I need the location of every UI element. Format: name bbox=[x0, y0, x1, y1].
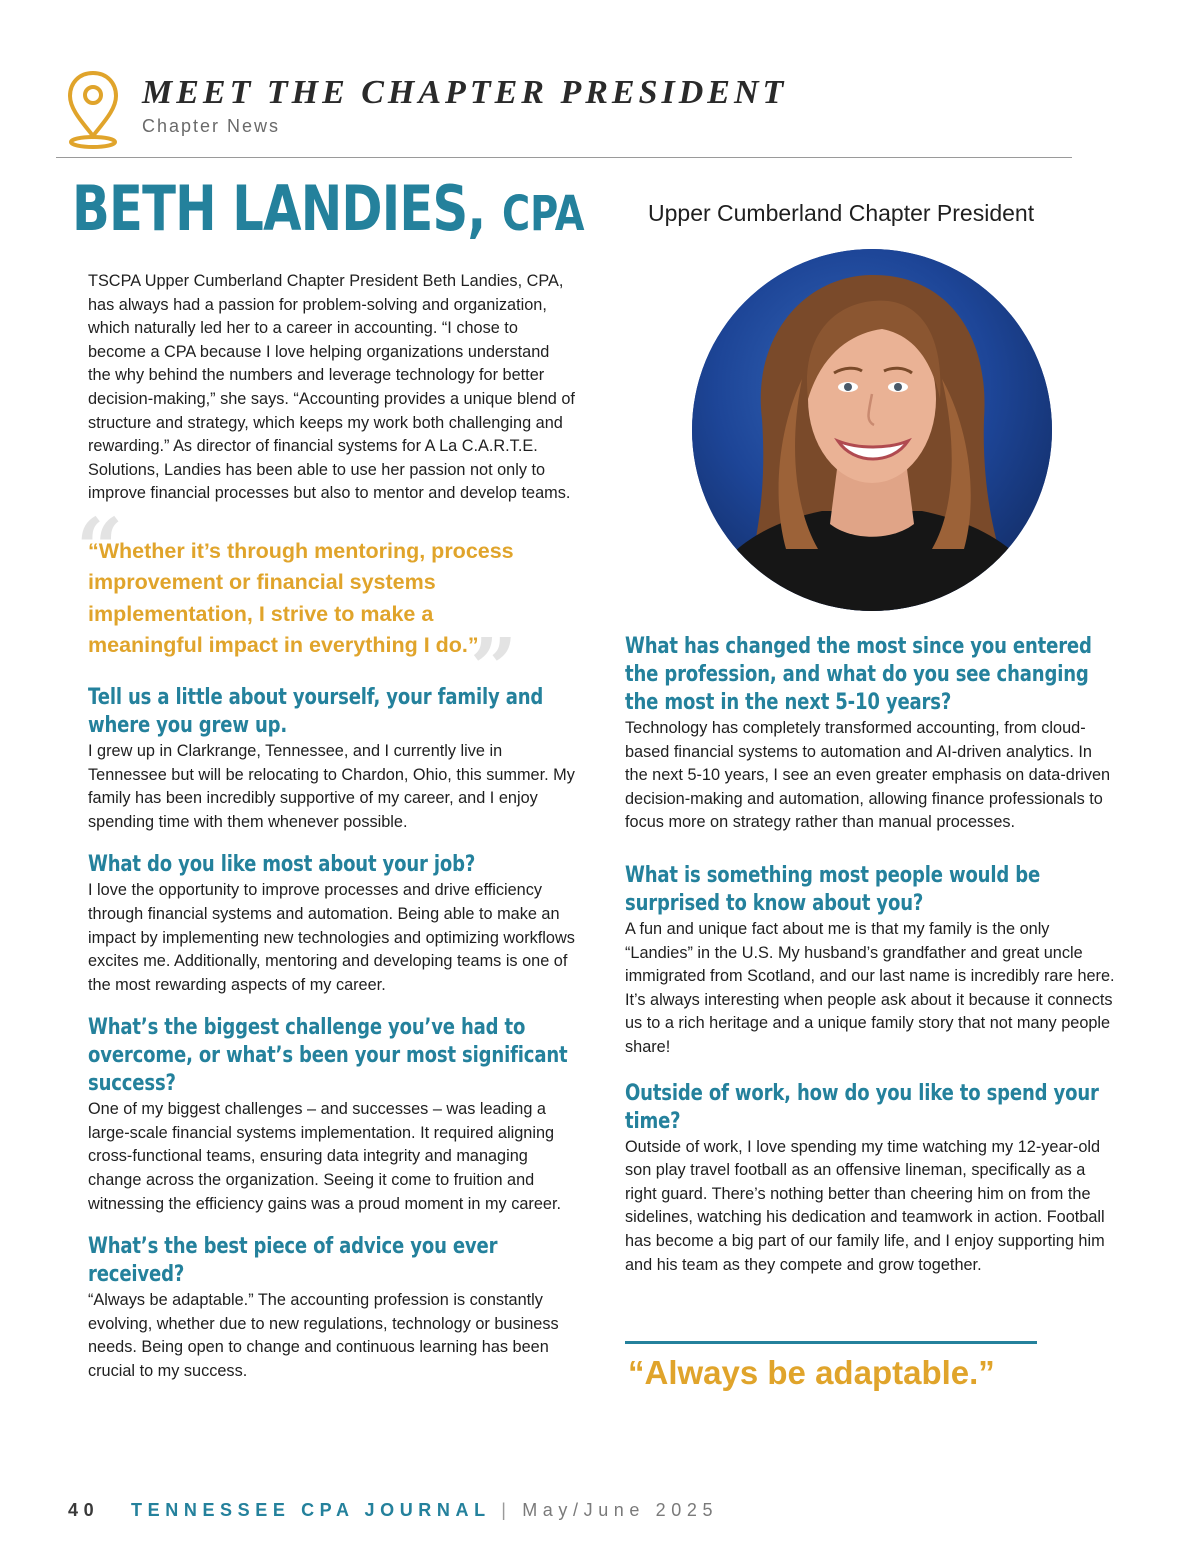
qa-question: What has changed the most since you entered the profession, and what do you see changing the most in the next 5-10 years? bbox=[625, 634, 1092, 715]
intro-paragraph: TSCPA Upper Cumberland Chapter President Beth Landies, CPA, has always had a passion for problem-solving and organization, which naturally led her to a career in accounting. “I chose to become a CPA because I love helping organizations understand the why behind the numbers and leverage technology for better decision-making,” she says. “Accounting provides a unique blend of structure and strategy, which keeps my work both challenging and rewarding.” As director of financial systems for A La C.A.R.T.E. Solutions, Landies has been able to use her passion not only to improve financial processes but also to mentor and develop teams. bbox=[88, 272, 575, 503]
page-number: 40 bbox=[68, 1500, 100, 1520]
location-pin-icon bbox=[66, 70, 120, 150]
qa-block bbox=[88, 851, 576, 997]
qa-block bbox=[625, 633, 1115, 835]
open-quote-icon: “ bbox=[76, 500, 124, 597]
qa-answer: A fun and unique fact about me is that my family is the only “Landies” in the U.S. My husband’s grandfather and great uncle immigrated from Scotland, and our last name is incredibly rare here. It’s always interesting when people ask about it because it connects us to a rich heritage and a unique family story that not many people share! bbox=[625, 919, 1115, 1056]
pull-quote-text: “Whether it’s through mentoring, process improvement or financial systems implementation, I strive to make a meaningful impact in everything I do.” bbox=[88, 538, 514, 658]
qa-question: What do you like most about your job? bbox=[88, 852, 476, 878]
profile-credential: CPA bbox=[501, 186, 585, 242]
qa-question: Outside of work, how do you like to spend your time? bbox=[625, 1080, 1099, 1134]
page-header bbox=[62, 68, 1082, 160]
profile-name bbox=[72, 172, 584, 245]
issue-date: May/June 2025 bbox=[522, 1500, 719, 1520]
portrait-illustration bbox=[692, 249, 1052, 611]
page-footer bbox=[68, 1500, 718, 1521]
section-kicker: MEET THE CHAPTER PRESIDENT bbox=[142, 74, 788, 111]
close-quote-icon: ” bbox=[470, 620, 518, 717]
qa-block bbox=[88, 1233, 576, 1383]
qa-question: Tell us a little about yourself, your family and where you grew up. bbox=[88, 684, 544, 738]
journal-title: TENNESSEE CPA JOURNAL bbox=[131, 1500, 491, 1520]
left-column bbox=[76, 270, 576, 1401]
qa-answer: Outside of work, I love spending my time watching my 12-year-old son play travel football as an offensive lineman, specifically as a right guard. There’s nothing better than cheering him on from the sidelines, watching his dedication and teamwork in action. Football has become a big part of our family life, and I enjoy supporting him and his team as they compete and grow together. bbox=[625, 1137, 1105, 1274]
qa-answer: I love the opportunity to improve processes and drive efficiency through financial systems and automation. Being able to make an impact by implementing new technologies and optimizing workflows excites me. Additionally, mentoring and developing teams is one of the most rewarding aspects of my career. bbox=[88, 881, 575, 994]
qa-question: What’s the biggest challenge you’ve had to overcome, or what’s been your most significant success? bbox=[88, 1015, 568, 1097]
featured-quote: “Always be adaptable.” bbox=[628, 1354, 995, 1391]
qa-question: What’s the best piece of advice you ever received? bbox=[88, 1234, 498, 1288]
qa-block bbox=[88, 684, 576, 834]
header-divider bbox=[56, 157, 1072, 158]
qa-answer: One of my biggest challenges – and successes – was leading a large-scale financial systems implementation. It required aligning cross-functional teams, ensuring data integrity and managing change across the organization. Seeing it come to fruition and witnessing the efficiency gains was a proud moment in my career. bbox=[88, 1100, 561, 1213]
qa-block bbox=[88, 1014, 576, 1216]
qa-block bbox=[625, 1080, 1115, 1278]
profile-name-text: BETH LANDIES, bbox=[72, 172, 486, 245]
qa-block bbox=[625, 862, 1115, 1060]
qa-answer: Technology has completely transformed accounting, from cloud-based financial systems to automation and AI-driven analytics. In the next 5-10 years, I see an even greater emphasis on data-driven decision-making and automation, allowing finance professionals to focus more on strategy rather than manual processes. bbox=[625, 719, 1111, 832]
right-column bbox=[625, 633, 1115, 1294]
profile-subtitle: Upper Cumberland Chapter President bbox=[648, 200, 1035, 226]
quote-divider bbox=[625, 1341, 1037, 1344]
qa-question: What is something most people would be surprised to know about you? bbox=[625, 862, 1041, 916]
qa-answer: “Always be adaptable.” The accounting profession is constantly evolving, whether due to new regulations, technology or business needs. Being open to change and continuous learning has been crucial to my success. bbox=[88, 1291, 559, 1381]
portrait-photo bbox=[692, 249, 1052, 611]
qa-answer: I grew up in Clarkrange, Tennessee, and I currently live in Tennessee but will be relocating to Chardon, Ohio, this summer. My family has been incredibly supportive of my career, and I enjoy spending time with them whenever possible. bbox=[88, 741, 575, 831]
section-label: Chapter News bbox=[142, 116, 281, 136]
footer-separator: | bbox=[501, 1500, 512, 1520]
